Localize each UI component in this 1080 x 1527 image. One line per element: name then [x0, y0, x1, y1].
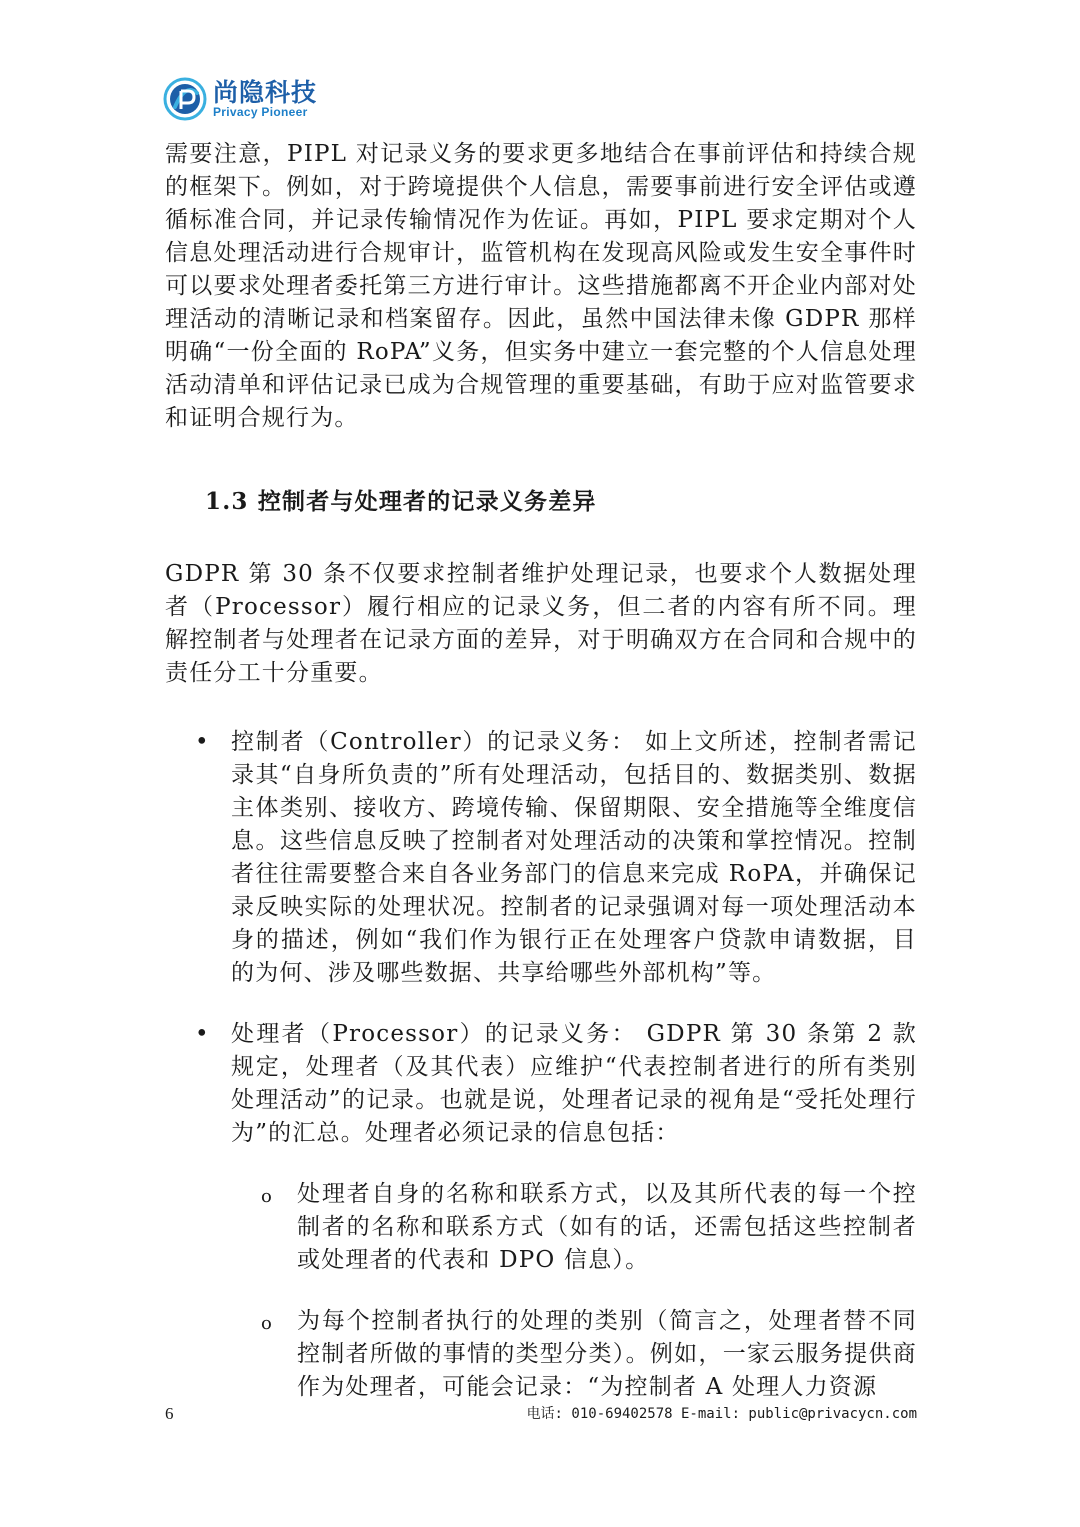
logo-english-name: Privacy Pioneer	[213, 105, 308, 119]
sub-bullet-marker: o	[261, 1186, 272, 1207]
bullet-controller	[165, 726, 917, 990]
sub-bullet-processing-categories	[165, 1305, 917, 1404]
sub-bullet-processor-contact-text: 处理者自身的名称和联系方式，以及其所代表的每一个控制者的名称和联系方式（如有的话，还需包括这些控制者或处理者的代表和 DPO 信息）。	[297, 1181, 917, 1273]
sub-bullet-processing-categories-text: 为每个控制者执行的处理的类别（简言之，处理者替不同控制者所做的事情的类型分类）。例如，一家云服务提供商作为处理者，可能会记录：“为控制者 A 处理人力资源	[297, 1308, 917, 1400]
sub-bullet-marker: o	[261, 1313, 272, 1334]
bullet-processor	[165, 1018, 917, 1150]
sub-bullet-processor-contact	[165, 1178, 917, 1277]
logo-chinese-name: 尚隐科技	[213, 78, 318, 107]
paragraph-pipl-note: 需要注意，PIPL 对记录义务的要求更多地结合在事前评估和持续合规的框架下。例如，对于跨境提供个人信息，需要事前进行安全评估或遵循标准合同，并记录传输情况作为佐证。再如，PIPL 要求定期对个人信息处理活动进行合规审计，监管机构在发现高风险或发生安全事件时可以要求处理者委托第三方进行审计。这些措施都离不开企业内部对处理活动的清晰记录和档案留存。因此，虽然中国法律未像 GDPR 那样明确“一份全面的 RoPA”义务，但实务中建立一套完整的个人信息处理活动清单和评估记录已成为合规管理的重要基础，有助于应对监管要求和证明合规行为。	[165, 141, 917, 431]
bullet-processor-text: 处理者（Processor）的记录义务： GDPR 第 30 条第 2 款规定，处理者（及其代表）应维护“代表控制者进行的所有类别处理活动”的记录。也就是说，处理者记录的视角是“受托处理行为”的汇总。处理者必须记录的信息包括：	[231, 1021, 917, 1146]
bullet-marker: •	[195, 729, 209, 755]
paragraph-gdpr-article-30: GDPR 第 30 条不仅要求控制者维护处理记录，也要求个人数据处理者（Processor）履行相应的记录义务，但二者的内容有所不同。理解控制者与处理者在记录方面的差异，对于明确双方在合同和合规中的责任分工十分重要。	[165, 561, 917, 686]
section-heading: 1.3 控制者与处理者的记录义务差异	[205, 488, 597, 515]
privacy-pioneer-logo-icon	[163, 77, 207, 121]
page-footer	[165, 1402, 917, 1426]
logo-text	[213, 79, 317, 119]
bullet-marker: •	[195, 1021, 209, 1047]
document-body	[165, 138, 917, 1432]
page-number: 6	[165, 1404, 174, 1423]
footer-contact: 电话: 010-69402578 E-mail: public@privacycn.com	[526, 1406, 917, 1422]
bullet-controller-text: 控制者（Controller）的记录义务： 如上文所述，控制者需记录其“自身所负责的”所有处理活动，包括目的、数据类别、数据主体类别、接收方、跨境传输、保留期限、安全措施等全维度信息。这些信息反映了控制者对处理活动的决策和掌控情况。控制者往往需要整合来自各业务部门的信息来完成 RoPA，并确保记录反映实际的处理状况。控制者的记录强调对每一项处理活动本身的描述，例如“我们作为银行正在处理客户贷款申请数据，目的为何、涉及哪些数据、共享给哪些外部机构”等。	[231, 729, 917, 986]
page-header	[163, 76, 317, 122]
